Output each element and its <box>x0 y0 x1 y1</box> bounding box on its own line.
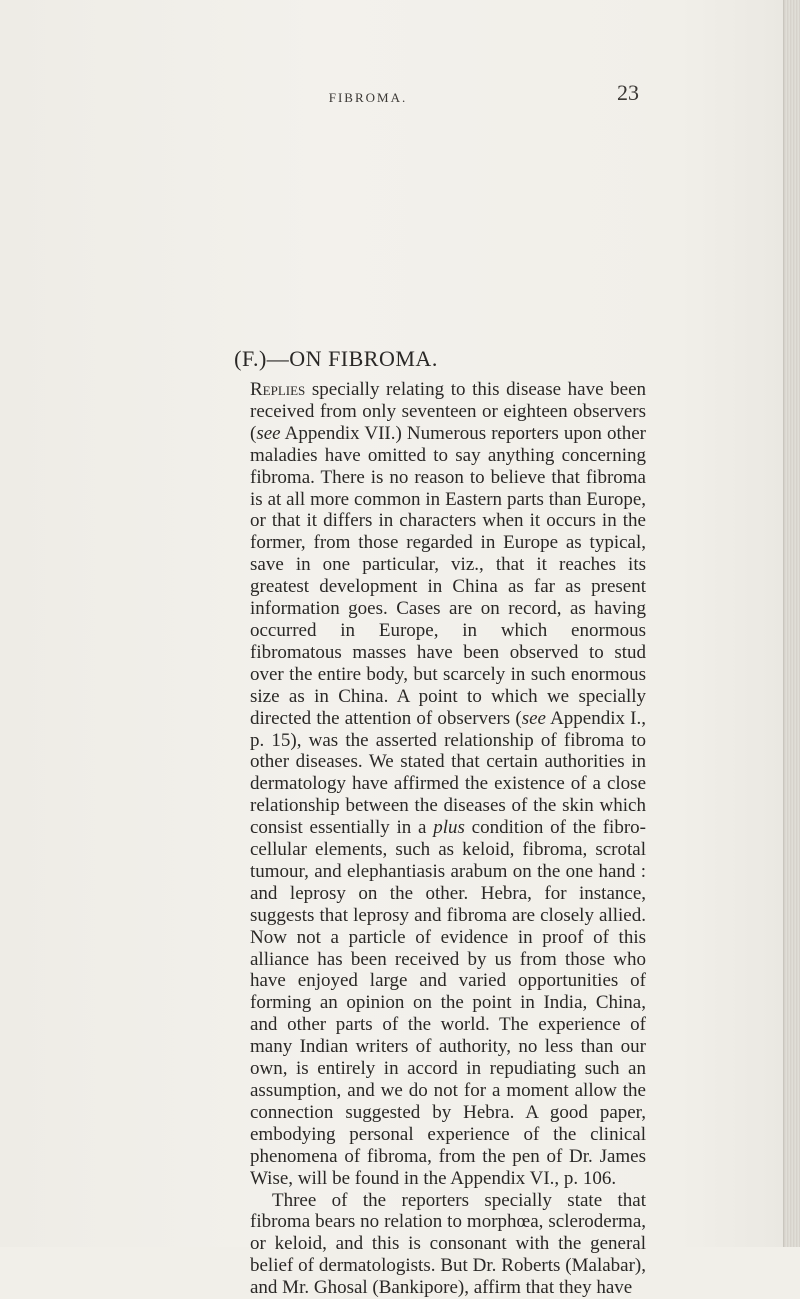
body-text <box>250 379 646 1299</box>
see-italic-1: see <box>256 422 281 444</box>
section-heading <box>0 346 800 372</box>
paragraph-2: Three of the reporters specially state that fibroma bears no relation to morphœa, scleroderma, or keloid, and this is consonant with the general belief of dermatologists. But Dr. Roberts (Malabar), and Mr. Ghosal (Bankipore), affirm that they have <box>250 1189 646 1299</box>
paragraph-1-segment-2: Appendix VII.) Numerous reporters upon other maladies have omitted to say anything concerning fibroma. There is no reason to believe that fibroma is at all more common in Eastern parts than Europe, or that it differs in characters when it occurs in the former, from those regarded in Europe as typical, save in one particular, viz., that it reaches its greatest development in China as far as present information goes. Cases are on record, as having occurred in Europe, in which enormous fibromatous masses have been observed to stud over the entire body, but scarcely in such enormous size as in China. A point to which we specially directed the attention of observers ( <box>250 422 646 729</box>
running-head <box>0 90 800 106</box>
see-italic-2: see <box>521 707 546 729</box>
paragraph-1-segment-4: condition of the fibro-cellular elements, such as keloid, fibroma, scrotal tumour, and elephantiasis arabum on the one hand : and leprosy on the other. Hebra, for instance, suggests that leprosy and fibroma are closely allied. Now not a particle of evidence in proof of this alliance has been received by us from those who have enjoyed large and varied opportunities of forming an opinion on the point in India, China, and other parts of the world. The experience of many Indian writers of authority, no less than our own, is entirely in accord in repudiating such an assumption, and we do not for a moment allow the connection suggested by Hebra. A good paper, embodying personal experience of the clinical phenomena of fibroma, from the pen of Dr. James Wise, will be found in the Appendix VI., p. 106. <box>250 817 646 1189</box>
paragraph-1-segment-1: specially relating to this disease have been received from only seventeen or eighteen observers ( <box>250 379 646 444</box>
lead-word: Replies <box>250 379 306 400</box>
paragraph-1-segment-3: Appendix I., p. 15), was the asserted relationship of fibroma to other diseases. We stated that certain authorities in dermatology have affirmed the existence of a close relationship between the diseases of the skin which consist essentially in a <box>250 707 646 839</box>
running-head-text: FIBROMA. <box>328 90 408 105</box>
paragraph-1 <box>250 379 646 1190</box>
page-number: 23 <box>617 80 639 105</box>
page-edge <box>783 0 800 1247</box>
plus-italic: plus <box>433 817 465 839</box>
section-heading-text: (F.)—ON FIBROMA. <box>234 346 438 371</box>
